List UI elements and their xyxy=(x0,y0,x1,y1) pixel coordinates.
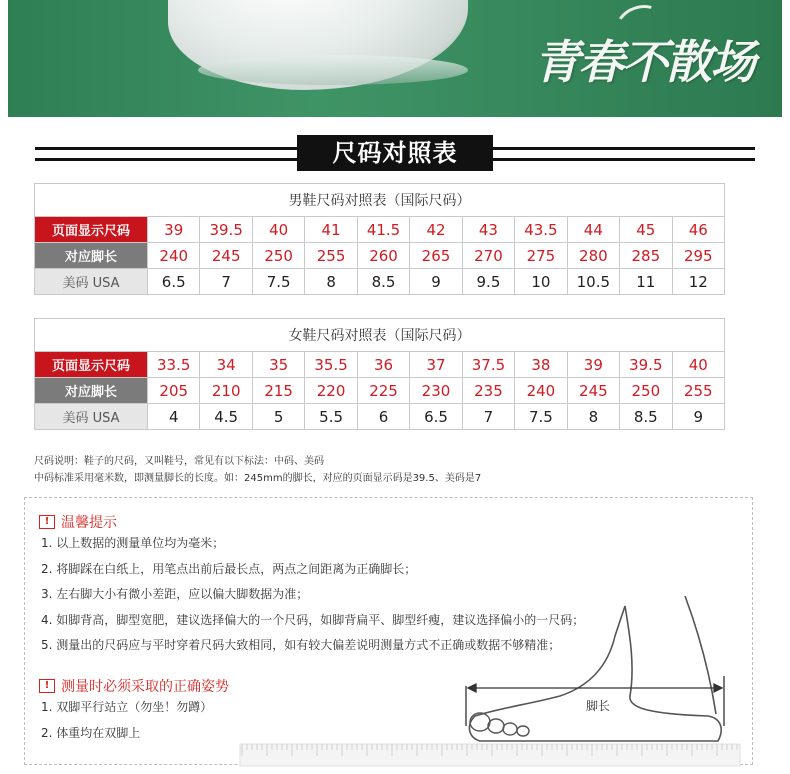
table-cell: 7.5 xyxy=(515,404,567,430)
table-cell: 10.5 xyxy=(567,269,619,295)
list-item: 4. 如脚背高，脚型宽肥，建议选择偏大的一个尺码，如脚背扁平、脚型纤瘦，建议选择偏小的一尺码； xyxy=(41,612,585,627)
list-item: 2. 将脚踩在白纸上，用笔点出前后最长点，两点之间距离为正确脚长； xyxy=(41,561,417,576)
table-cell: 39.5 xyxy=(200,217,252,243)
table-cell: 36 xyxy=(357,352,409,378)
banner-slogan: 青春不散场 xyxy=(534,35,754,89)
table-cell: 39.5 xyxy=(620,352,672,378)
table-cell: 270 xyxy=(462,243,514,269)
row-header: 页面显示尺码 xyxy=(35,217,148,243)
table-cell: 37 xyxy=(410,352,462,378)
table-cell: 8.5 xyxy=(620,404,672,430)
foot-measurement-illustration xyxy=(230,596,760,774)
list-item: 2. 体重均在双脚上 xyxy=(41,725,141,740)
list-item: 1. 以上数据的测量单位均为毫米； xyxy=(41,536,225,550)
table-cell: 37.5 xyxy=(462,352,514,378)
table-cell: 245 xyxy=(567,378,619,404)
table-cell: 43.5 xyxy=(515,217,567,243)
table-cell: 255 xyxy=(305,243,357,269)
table-cell: 35 xyxy=(252,352,304,378)
row-header: 对应脚长 xyxy=(35,243,148,269)
table-cell: 240 xyxy=(515,378,567,404)
table-cell: 39 xyxy=(567,352,619,378)
table-cell: 41 xyxy=(305,217,357,243)
table-cell: 38 xyxy=(515,352,567,378)
table-cell: 6.5 xyxy=(410,404,462,430)
foot-length-row xyxy=(35,378,725,404)
size-notes xyxy=(34,453,481,487)
table-cell: 6.5 xyxy=(148,269,200,295)
table-cell: 44 xyxy=(567,217,619,243)
foot-length-label: 脚长 xyxy=(586,699,611,713)
table-cell: 7 xyxy=(462,404,514,430)
table-cell: 275 xyxy=(515,243,567,269)
women-size-table xyxy=(34,318,725,430)
table-cell: 205 xyxy=(148,378,200,404)
posture-heading-text: 测量时必须采取的正确姿势 xyxy=(61,679,229,695)
table-cell: 285 xyxy=(620,243,672,269)
table-cell: 12 xyxy=(672,269,724,295)
table-cell: 210 xyxy=(200,378,252,404)
page-size-row xyxy=(35,217,725,243)
table-cell: 295 xyxy=(672,243,724,269)
table-cell: 260 xyxy=(357,243,409,269)
table-cell: 42 xyxy=(410,217,462,243)
table-cell: 40 xyxy=(252,217,304,243)
table-cell: 265 xyxy=(410,243,462,269)
table-cell: 5.5 xyxy=(305,404,357,430)
note-line-1: 尺码说明：鞋子的尺码，又叫鞋号，常见有以下标法：中码、美码 xyxy=(34,456,324,467)
warning-icon: ! xyxy=(39,679,55,693)
banner-image xyxy=(8,0,782,117)
table-cell: 46 xyxy=(672,217,724,243)
toes-graphic xyxy=(470,713,529,736)
warning-icon: ! xyxy=(39,515,55,529)
table-cell: 34 xyxy=(200,352,252,378)
table-cell: 43 xyxy=(462,217,514,243)
table-cell: 9 xyxy=(672,404,724,430)
table-cell: 4 xyxy=(148,404,200,430)
table-cell: 245 xyxy=(200,243,252,269)
table-cell: 9.5 xyxy=(462,269,514,295)
foot-outline xyxy=(469,606,721,741)
table-cell: 35.5 xyxy=(305,352,357,378)
table-cell: 41.5 xyxy=(357,217,409,243)
row-header: 美码 USA xyxy=(35,269,148,295)
table-cell: 8 xyxy=(567,404,619,430)
table-cell: 230 xyxy=(410,378,462,404)
table-cell: 8.5 xyxy=(357,269,409,295)
table-cell: 45 xyxy=(620,217,672,243)
table-cell: 9 xyxy=(410,269,462,295)
ruler-graphic xyxy=(240,744,740,766)
us-size-row xyxy=(35,404,725,430)
table-cell: 4.5 xyxy=(200,404,252,430)
section-title xyxy=(35,135,755,171)
table-cell: 8 xyxy=(305,269,357,295)
tips-heading xyxy=(39,512,117,532)
list-item: 5. 测量出的尺码应与平时穿着尺码大致相同，如有较大偏差说明测量方式不正确或数据不够精准； xyxy=(41,638,561,652)
shoe-sole-image xyxy=(198,55,468,85)
page-size-row xyxy=(35,352,725,378)
table-cell: 11 xyxy=(620,269,672,295)
row-header: 对应脚长 xyxy=(35,378,148,404)
heel-line xyxy=(685,596,716,714)
table-cell: 250 xyxy=(620,378,672,404)
men-size-table xyxy=(34,183,725,295)
list-item: 3. 左右脚大小有微小差距，应以偏大脚数据为准； xyxy=(41,587,309,601)
row-header: 页面显示尺码 xyxy=(35,352,148,378)
us-size-row xyxy=(35,269,725,295)
women-table-caption: 女鞋尺码对照表（国际尺码） xyxy=(35,319,725,352)
foot-length-row xyxy=(35,243,725,269)
table-cell: 5 xyxy=(252,404,304,430)
table-cell: 40 xyxy=(672,352,724,378)
note-line-2: 中码标准采用毫米数，即测量脚长的长度。如：245mm的脚长，对应的页面显示码是39.5、美码是7 xyxy=(34,473,482,484)
table-cell: 240 xyxy=(148,243,200,269)
table-cell: 280 xyxy=(567,243,619,269)
table-cell: 7 xyxy=(200,269,252,295)
row-header: 美码 USA xyxy=(35,404,148,430)
posture-list xyxy=(41,695,212,746)
table-cell: 6 xyxy=(357,404,409,430)
table-cell: 33.5 xyxy=(148,352,200,378)
men-table-caption: 男鞋尺码对照表（国际尺码） xyxy=(35,184,725,217)
table-cell: 255 xyxy=(672,378,724,404)
page-title: 尺码对照表 xyxy=(297,135,493,171)
table-cell: 225 xyxy=(357,378,409,404)
table-cell: 39 xyxy=(148,217,200,243)
table-cell: 235 xyxy=(462,378,514,404)
table-cell: 220 xyxy=(305,378,357,404)
posture-heading xyxy=(39,676,229,696)
table-cell: 215 xyxy=(252,378,304,404)
table-cell: 7.5 xyxy=(252,269,304,295)
tips-heading-text: 温馨提示 xyxy=(61,515,117,531)
list-item: 1. 双脚平行站立（勿坐！勿蹲） xyxy=(41,700,213,714)
table-cell: 10 xyxy=(515,269,567,295)
table-cell: 250 xyxy=(252,243,304,269)
